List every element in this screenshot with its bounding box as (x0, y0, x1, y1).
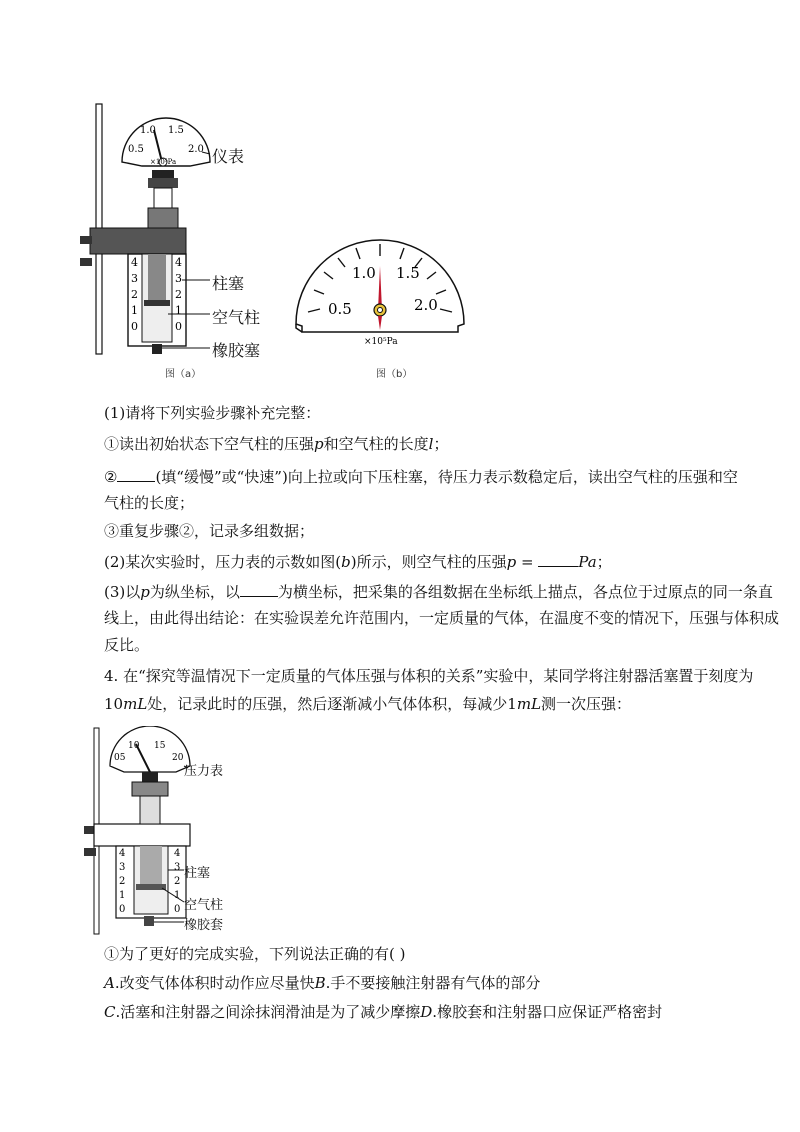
scale-q4-left-0: 0 (119, 904, 126, 915)
scale-q4-left-2: 2 (119, 876, 126, 887)
scale-q4-left-4: 4 (119, 848, 126, 859)
scale-q4-right-1: 1 (174, 890, 181, 901)
label-rubber-q4: 橡胶套 (184, 918, 224, 933)
scale-a-right-0: 0 (175, 320, 182, 333)
gauge-q4-tick-3: 20 (172, 753, 184, 763)
option-a: .改变气体体积时动作应尽量快 (114, 974, 315, 992)
q4-options-cd (104, 1001, 662, 1023)
option-d-letter: D (420, 1003, 433, 1021)
scale-a-left-0: 0 (131, 320, 138, 333)
scale-a-left-2: 2 (131, 288, 138, 301)
gauge-q4-tick-0: 05 (114, 753, 126, 763)
q3-step2-cont: 气柱的长度； (104, 494, 195, 512)
q3-step1: ①读出初始状态下空气柱的压强p和空气柱的长度l； (104, 435, 449, 453)
q3-part2: (2)某次实验时，压力表的示数如图(b)所示，则空气柱的压强p = Pa； (104, 550, 612, 573)
q3-step2: ② (填“缓慢”或“快速”)向上拉或向下压柱塞，待压力表示数稳定后，读出空气柱的压强和空 (104, 465, 738, 488)
q3-part3-line3: 反比。 (104, 636, 150, 654)
label-meter-q4: 压力表 (184, 764, 224, 779)
caption-b: 图（b） (376, 369, 413, 380)
answer-blank-1[interactable] (117, 465, 155, 482)
q4-sub1: ①为了更好的完成实验，下列说法正确的有( ) (104, 945, 406, 963)
gauge-a-tick-3: 2.0 (188, 144, 204, 155)
clamp (90, 228, 186, 254)
label-rubber-plug-a: 橡胶塞 (212, 341, 261, 360)
scale-a-left-1: 1 (131, 304, 138, 317)
scale-a-left-4: 4 (131, 256, 138, 269)
label-plunger-q4: 柱塞 (184, 866, 211, 881)
gauge-a-tick-2: 1.5 (168, 125, 184, 136)
q3-step3: ③重复步骤②，记录多组数据； (104, 522, 315, 540)
gauge-b-tick-0: 0.5 (328, 300, 352, 318)
scale-q4-right-0: 0 (174, 904, 181, 915)
answer-blank-2[interactable] (538, 550, 578, 567)
label-air-column-q4: 空气柱 (184, 898, 224, 913)
gauge-b-tick-3: 2.0 (414, 296, 438, 314)
caption-a: 图（a） (165, 369, 202, 380)
q4-stem-line1: 4. 在“探究等温情况下一定质量的气体压强与体积的关系”实验中，某同学将注射器活塞置于刻度为 (104, 667, 754, 685)
gauge-b-tick-2: 1.5 (396, 264, 420, 282)
gauge-a-tick-0: 0.5 (128, 144, 144, 155)
answer-blank-3[interactable] (240, 580, 278, 597)
gauge-q4-tick-1: 10 (128, 741, 140, 751)
scale-q4-right-2: 2 (174, 876, 181, 887)
label-plunger-a: 柱塞 (212, 274, 245, 293)
clamp-q4 (94, 824, 190, 846)
gauge-q4-tick-2: 15 (154, 741, 166, 751)
option-c-letter: C (104, 1003, 116, 1021)
scale-q4-left-3: 3 (119, 862, 126, 873)
gauge-a-unit: ×10⁵Pa (150, 158, 177, 166)
gauge-a-tick-1: 1.0 (140, 125, 156, 136)
option-b-letter: B (314, 974, 326, 992)
option-a-letter: A (104, 974, 115, 992)
option-b: .手不要接触注射器有气体的部分 (325, 974, 541, 992)
label-meter-a: 仪表 (212, 147, 245, 166)
gauge-b-unit: ×10⁵Pa (364, 337, 398, 347)
gauge-q4 (110, 726, 190, 772)
q4-options-ab (104, 972, 540, 994)
q3-part3-line2: 线上，由此得出结论：在实验误差允许范围内，一定质量的气体，在温度不变的情况下，压强与体积成 (104, 609, 780, 627)
scale-a-right-4: 4 (175, 256, 182, 269)
scale-a-right-1: 1 (175, 304, 182, 317)
scale-q4-right-4: 4 (174, 848, 181, 859)
q3-part3: (3)以p为纵坐标，以 为横坐标，把采集的各组数据在坐标纸上描点，各点位于过原点的同一条直 (104, 580, 773, 603)
q3-part1: (1)请将下列实验步骤补充完整： (104, 404, 321, 422)
q4-stem-line2: 10mL处，记录此时的压强，然后逐渐减小气体体积，每减少1mL测一次压强： (104, 695, 632, 713)
scale-q4-right-3: 3 (174, 862, 181, 873)
scale-q4-left-1: 1 (119, 890, 126, 901)
scale-a-right-2: 2 (175, 288, 182, 301)
scale-a-left-3: 3 (131, 272, 138, 285)
figure-b (290, 232, 470, 354)
option-d: .橡胶套和注射器口应保证严格密封 (432, 1003, 663, 1021)
scale-a-right-3: 3 (175, 272, 182, 285)
gauge-b-tick-1: 1.0 (352, 264, 376, 282)
label-air-column-a: 空气柱 (212, 308, 261, 327)
option-c: .活塞和注射器之间涂抹润滑油是为了减少摩擦 (115, 1003, 421, 1021)
